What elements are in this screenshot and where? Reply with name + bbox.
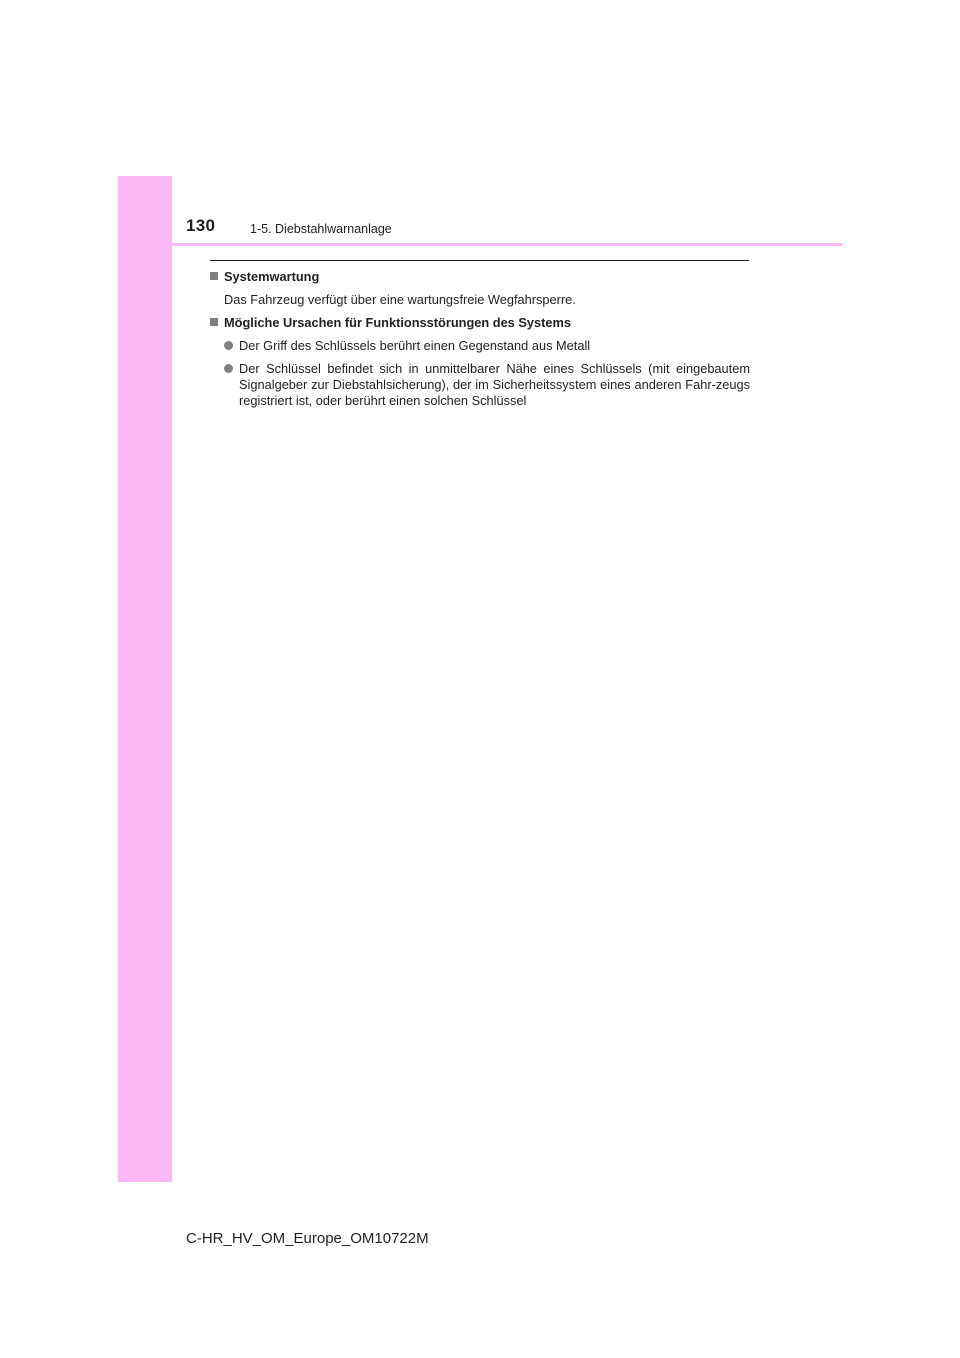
section-body-text: Das Fahrzeug verfügt über eine wartungsfreie Wegfahrsperre. xyxy=(224,292,576,307)
section-heading-text: Mögliche Ursachen für Funktionsstörungen des Systems xyxy=(224,315,572,330)
circle-bullet-icon xyxy=(224,364,233,373)
content-divider xyxy=(210,260,749,261)
footer-document-id: C-HR_HV_OM_Europe_OM10722M xyxy=(186,1230,429,1247)
section-system-maintenance xyxy=(210,269,750,308)
side-tab-band xyxy=(118,176,172,1182)
section-heading-text: Systemwartung xyxy=(224,269,320,284)
list-item xyxy=(210,338,750,354)
square-bullet-icon xyxy=(210,318,218,326)
section-title: 1-5. Diebstahlwarnanlage xyxy=(250,222,392,236)
page-number: 130 xyxy=(186,216,216,235)
list-item xyxy=(210,361,750,409)
section-heading xyxy=(210,315,750,331)
content-area xyxy=(210,269,750,416)
list-item-text: Der Schlüssel befindet sich in unmittelbarer Nähe eines Schlüssels (mit eingebautem Signalgeber zur Diebstahlsicherung), der im Sicherheitssystem eines anderen Fahr-zeugs registriert ist, oder berührt einen solchen Schlüssel xyxy=(239,361,750,408)
header-divider xyxy=(118,243,842,246)
square-bullet-icon xyxy=(210,272,218,280)
section-possible-causes xyxy=(210,315,750,409)
circle-bullet-icon xyxy=(224,341,233,350)
section-heading xyxy=(210,269,750,285)
list-item-text: Der Griff des Schlüssels berührt einen Gegenstand aus Metall xyxy=(239,338,591,353)
